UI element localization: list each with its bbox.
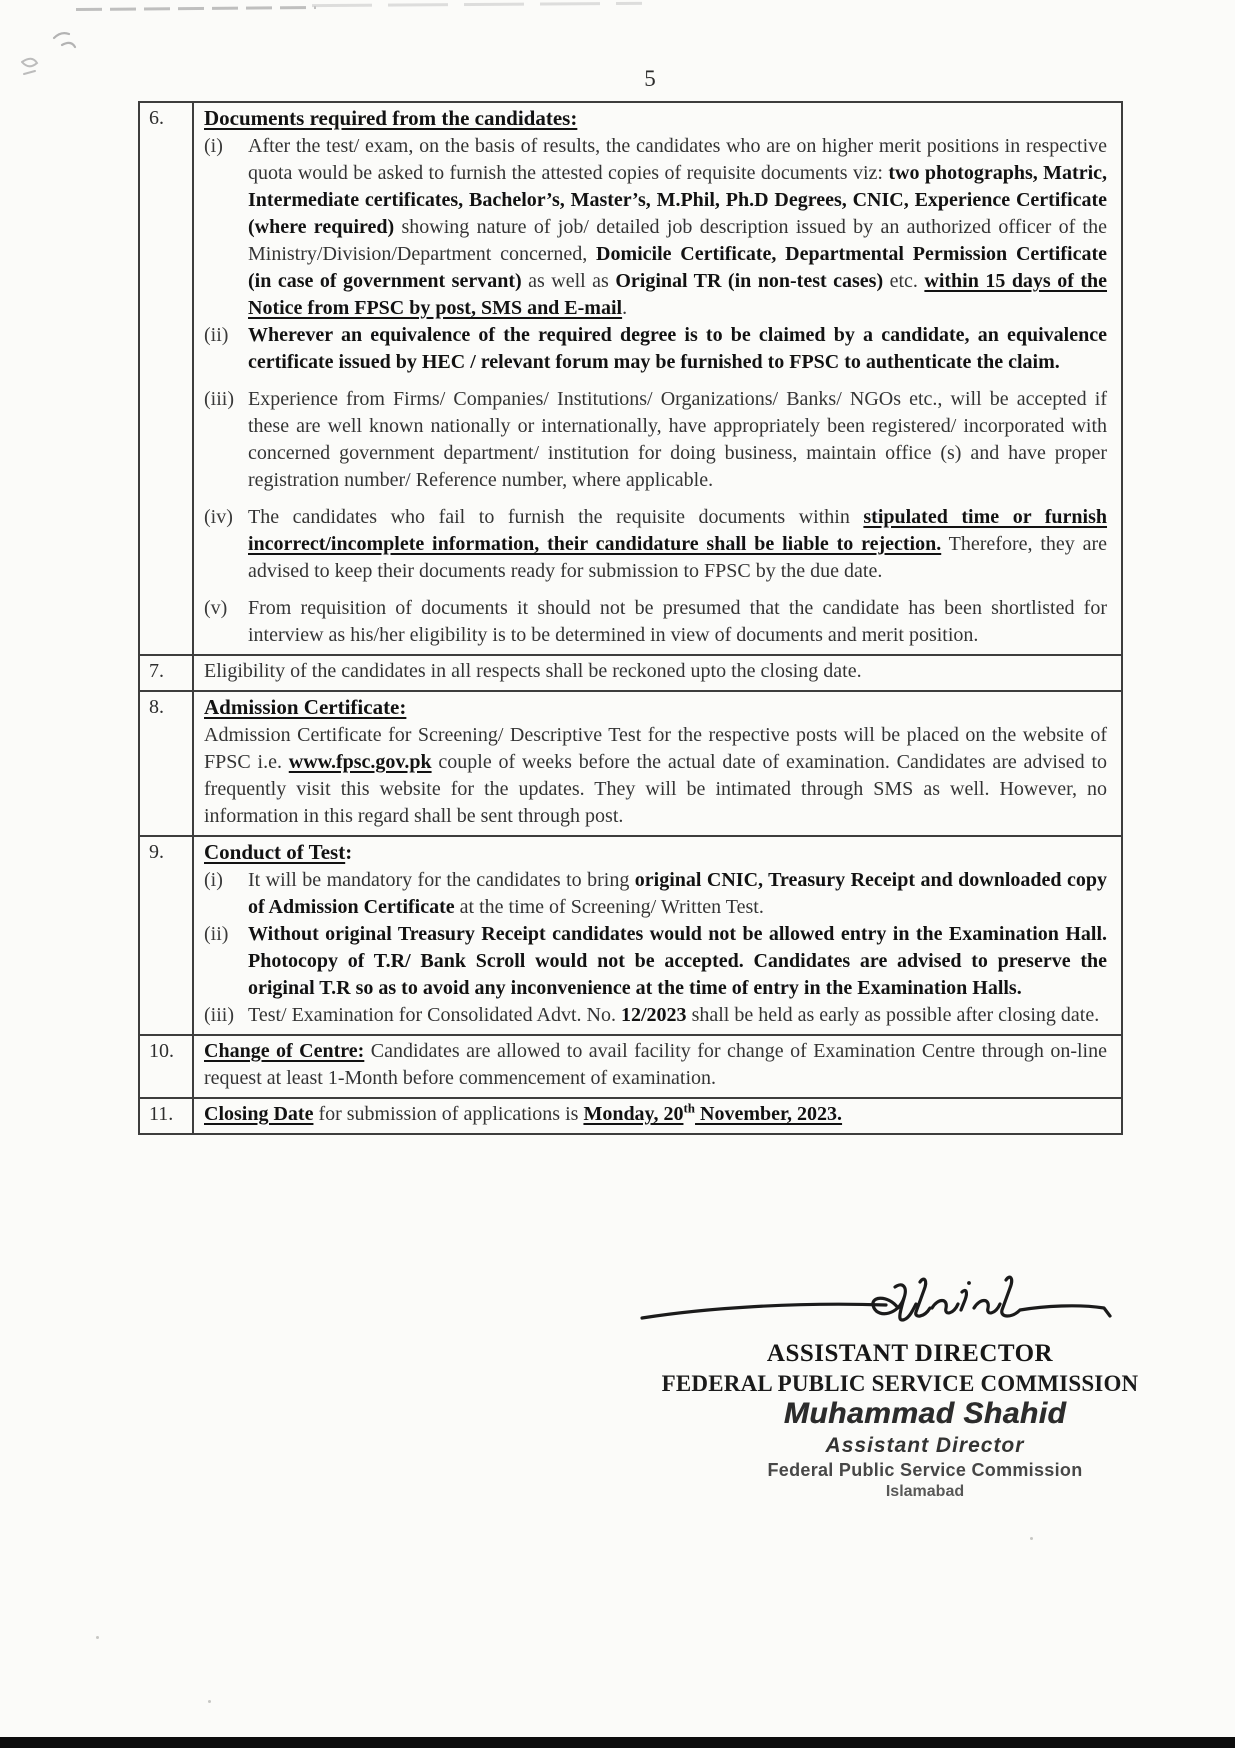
list-item <box>204 133 1107 322</box>
row-content <box>194 103 1121 654</box>
table-row <box>140 837 1121 1036</box>
item-text: After the test/ exam, on the basis of results, the candidates who are on higher merit positions in respective quota would be asked to furnish the attested copies of requisite documents viz: two photographs, Matric, Intermediate certificates, Bachelor’s, Master’s, M.Phil, Ph.D Degrees, CNIC, Experience Certificate (where required) showing nature of job/ detailed job description issued by an authorized officer of the Ministry/Division/Department concerned, Domicile Certificate, Departmental Permission Certificate (in case of government servant) as well as Original TR (in non-test cases) etc. within 15 days of the Notice from FPSC by post, SMS and E-mail. <box>248 135 1108 319</box>
table-row <box>140 1036 1121 1099</box>
row-number: 8. <box>140 692 194 835</box>
row-number: 10. <box>140 1036 194 1097</box>
table-row <box>140 692 1121 837</box>
stamp-name: Muhammad Shahid <box>783 1397 1067 1430</box>
row-content <box>194 656 1121 690</box>
item-marker: (ii) <box>204 324 229 346</box>
item-marker: (iii) <box>204 1004 234 1026</box>
stamp-organization: Federal Public Service Commission <box>767 1460 1083 1480</box>
item-text: The candidates who fail to furnish the requisite documents within stipulated time or furnish incorrect/incomplete information, their candidature shall be liable to rejection. Therefore, they are advised to keep their documents ready for submission to FPSC by the due date. <box>248 506 1108 582</box>
scan-streak <box>312 2 642 7</box>
list-item <box>204 595 1107 649</box>
text-segment: 12/2023 <box>621 1004 692 1026</box>
row-number: 7. <box>140 656 194 690</box>
text-segment: stipulated time or furnish incorrect/incomplete information, their candidature shall be liable to rejection. <box>248 506 1108 555</box>
row-content <box>194 837 1121 1034</box>
scan-streak <box>76 6 316 11</box>
paragraph: Closing Date for submission of applications is Monday, 20th November, 2023. <box>204 1100 843 1125</box>
page-number: 5 <box>644 66 656 91</box>
text-segment: Original TR (in non-test cases) <box>615 270 890 292</box>
text-segment: two photographs, Matric, Intermediate certificates, Bachelor’s, Master’s, M.Phil, Ph.D Degrees, CNIC, Experience Certificate (where required) <box>248 162 1108 238</box>
list-item <box>204 504 1107 585</box>
text-segment: Documents required from the candidates: <box>204 106 578 130</box>
item-text: Test/ Examination for Consolidated Advt. No. 12/2023 shall be held as early as possible after closing date. <box>248 1004 1100 1026</box>
text-segment: Wherever an equivalence of the required degree is to be claimed by a candidate, an equivalence certificate issued by HEC / relevant forum may be furnished to FPSC to authenticate the claim. <box>248 324 1107 373</box>
text-segment: Without original Treasury Receipt candidates would not be allowed entry in the Examination Hall. Photocopy of T.R/ Bank Scroll would not be accepted. Candidates are advised to preserve the original T.R so as to avoid any inconvenience at the time of entry in the Examination Halls. <box>248 923 1107 999</box>
scan-speckle <box>1030 1537 1033 1540</box>
item-marker: (ii) <box>204 923 229 945</box>
signatory-organization: FEDERAL PUBLIC SERVICE COMMISSION <box>661 1371 1139 1396</box>
row-content <box>194 692 1121 835</box>
text-segment: Monday, 20 <box>583 1103 684 1125</box>
item-text: It will be mandatory for the candidates to bring original CNIC, Treasury Receipt and downloaded copy of Admission Certificate at the time of Screening/ Written Test. <box>248 869 1108 918</box>
stamp-city: Islamabad <box>885 1483 965 1500</box>
text-segment: Closing Date <box>204 1103 314 1125</box>
list-item <box>204 921 1107 1002</box>
row-heading <box>204 105 1107 132</box>
row-content <box>194 1099 1121 1133</box>
item-marker: (v) <box>204 597 228 619</box>
scan-speckle <box>208 1700 211 1703</box>
text-segment: th <box>683 1100 696 1116</box>
text-segment: Admission Certificate: <box>204 695 407 719</box>
text-segment: : <box>345 840 353 864</box>
text-segment: Conduct of Test <box>204 840 346 864</box>
item-text <box>248 921 1107 1002</box>
scan-speckle <box>96 1636 99 1639</box>
signature-scribble <box>636 1268 1116 1346</box>
item-marker: (i) <box>204 869 223 891</box>
text-segment: original CNIC, Treasury Receipt and downloaded copy of Admission Certificate <box>248 869 1108 918</box>
text-segment: www.fpsc.gov.pk <box>288 751 432 773</box>
text-segment: November, 2023. <box>695 1103 843 1125</box>
pencil-mark <box>14 28 124 88</box>
row-number: 9. <box>140 837 194 1034</box>
row-content <box>194 1036 1121 1097</box>
table-row <box>140 103 1121 656</box>
doc-table <box>138 101 1123 1135</box>
list-item <box>204 386 1107 494</box>
item-marker: (iv) <box>204 506 233 528</box>
row-heading <box>204 839 1107 866</box>
paragraph: Eligibility of the candidates in all respects shall be reckoned upto the closing date. <box>204 660 862 682</box>
row-number: 6. <box>140 103 194 654</box>
rubber-stamp <box>730 1398 1120 1501</box>
item-marker: (i) <box>204 135 223 157</box>
text-segment: within 15 days of the Notice from FPSC by post, SMS and E-mail <box>248 270 1108 319</box>
list-item <box>204 322 1107 376</box>
item-text: From requisition of documents it should not be presumed that the candidate has been shortlisted for interview as his/her eligibility is to be determined in view of documents and merit position. <box>248 597 1107 646</box>
item-text: Experience from Firms/ Companies/ Institutions/ Organizations/ Banks/ NGOs etc., will be accepted if these are well known nationally or internationally, have appropriately been registered/ incorporated with concerned government department/ institution for doing business, maintain office (s) and have proper registration number/ Reference number, where applicable. <box>248 388 1107 491</box>
text-segment: Domicile Certificate, Departmental Permission Certificate (in case of government servant) <box>248 243 1107 292</box>
table-row <box>140 656 1121 692</box>
paragraph: Admission Certificate for Screening/ Descriptive Test for the respective posts will be placed on the website of FPSC i.e. www.fpsc.gov.pk couple of weeks before the actual date of examination. Candidates are advised to frequently visit this website for the updates. They will be intimated through SMS as well. However, no information in this regard shall be sent through post. <box>204 724 1107 827</box>
scanner-edge-bar <box>0 1737 1235 1748</box>
item-text <box>248 322 1107 376</box>
list-item <box>204 867 1107 921</box>
text-segment: Change of Centre: <box>204 1040 365 1062</box>
paragraph: Change of Centre: Candidates are allowed to avail facility for change of Examination Centre through on-line request at least 1-Month before commencement of examination. <box>204 1040 1107 1089</box>
row-heading <box>204 694 1107 721</box>
item-marker: (iii) <box>204 388 234 410</box>
list-item <box>204 1002 1107 1029</box>
stamp-title: Assistant Director <box>825 1434 1025 1457</box>
row-number: 11. <box>140 1099 194 1133</box>
signatory-title: ASSISTANT DIRECTOR <box>766 1340 1054 1367</box>
table-row <box>140 1099 1121 1133</box>
